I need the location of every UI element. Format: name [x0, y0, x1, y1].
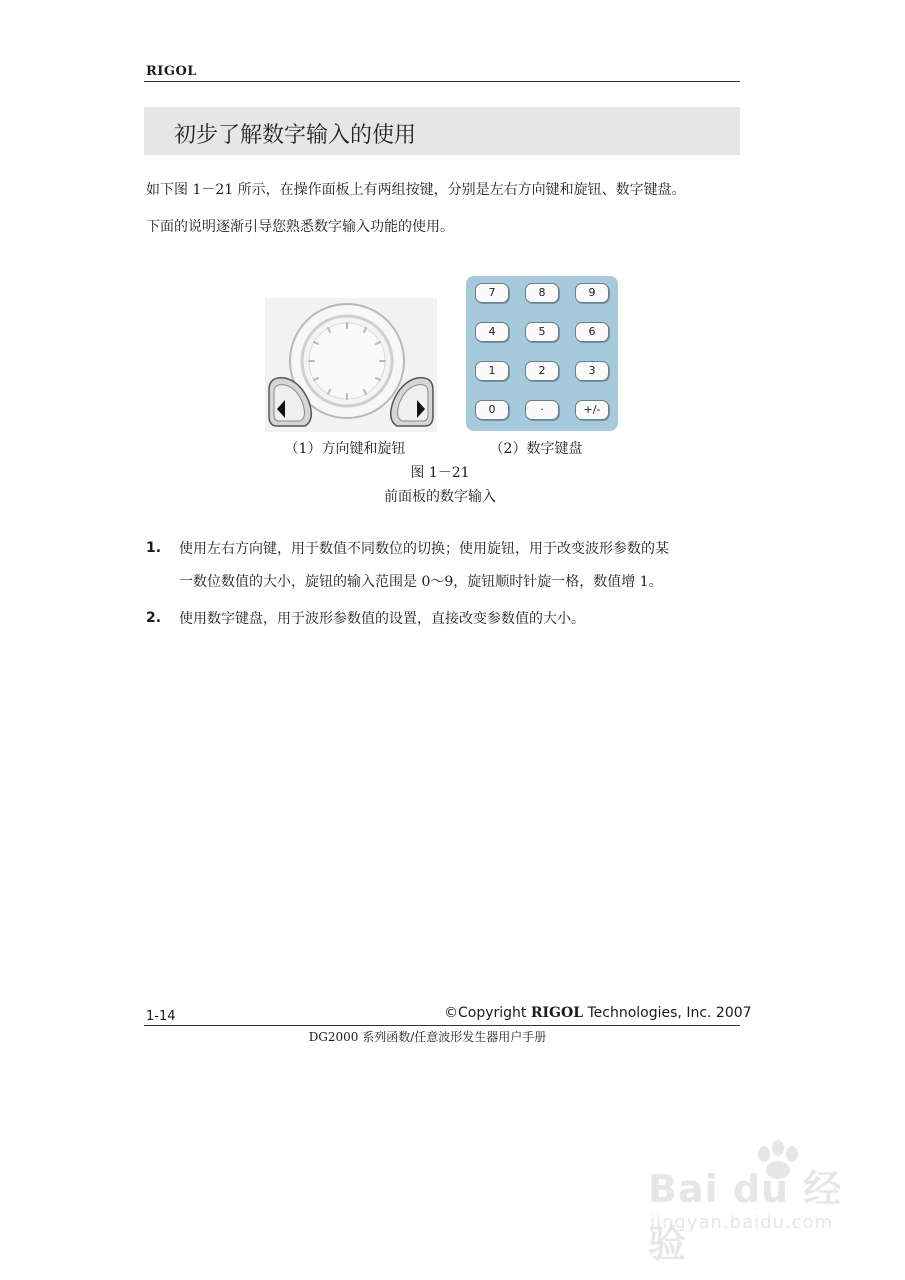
- intro-line-1: 如下图 1－21 所示，在操作面板上有两组按键，分别是左右方向键和旋钮、数字键盘。: [146, 182, 686, 198]
- figure-caption-right: （2）数字键盘: [489, 441, 583, 457]
- figure-number: 图 1－21: [410, 465, 470, 481]
- footer-copyright: [444, 1005, 752, 1021]
- list-item-1-line-2: 一数位数值的大小，旋钮的输入范围是 0～9，旋钮顺时针旋一格，数值增 1。: [179, 574, 663, 590]
- footer-page-number: 1-14: [146, 1009, 176, 1024]
- key-0[interactable]: 0: [475, 400, 509, 420]
- key-6[interactable]: 6: [575, 322, 609, 342]
- figure-title: 前面板的数字输入: [384, 489, 496, 505]
- numeric-keypad: [466, 276, 618, 431]
- header-rule: [144, 81, 740, 82]
- copyright-prefix: ©Copyright: [444, 1005, 531, 1021]
- section-title-bar: [144, 107, 740, 155]
- key-4[interactable]: 4: [475, 322, 509, 342]
- list-item-2-line-1: 使用数字键盘，用于波形参数值的设置，直接改变参数值的大小。: [179, 611, 585, 627]
- header-brand: RIGOL: [146, 64, 197, 79]
- key-plus-minus[interactable]: +/-: [575, 400, 609, 420]
- intro-line-2: 下面的说明逐渐引导您熟悉数字输入功能的使用。: [146, 219, 454, 235]
- list-item-1-line-1: 使用左右方向键，用于数值不同数位的切换；使用旋钮，用于改变波形参数的某: [179, 541, 669, 557]
- key-8[interactable]: 8: [525, 283, 559, 303]
- section-title: 初步了解数字输入的使用: [174, 123, 417, 148]
- knob-panel-image: [265, 298, 437, 432]
- footer-rule: [144, 1025, 740, 1026]
- key-9[interactable]: 9: [575, 283, 609, 303]
- knob-illustration: [265, 298, 437, 432]
- key-decimal[interactable]: ·: [525, 400, 559, 420]
- copyright-suffix: Technologies, Inc. 2007: [583, 1005, 752, 1021]
- watermark-url: jingyan.baidu.com: [650, 1212, 834, 1233]
- copyright-brand: RIGOL: [530, 1005, 584, 1021]
- key-7[interactable]: 7: [475, 283, 509, 303]
- baidu-watermark: [640, 1140, 860, 1266]
- figure-caption-left: （1）方向键和旋钮: [284, 441, 406, 457]
- watermark-text: Bai du 经验: [648, 1167, 843, 1266]
- key-5[interactable]: 5: [525, 322, 559, 342]
- key-1[interactable]: 1: [475, 361, 509, 381]
- key-2[interactable]: 2: [525, 361, 559, 381]
- list-number-2: 2.: [146, 610, 162, 626]
- footer-subtitle: DG2000 系列函数/任意波形发生器用户手册: [308, 1030, 547, 1044]
- key-3[interactable]: 3: [575, 361, 609, 381]
- list-number-1: 1.: [146, 540, 162, 556]
